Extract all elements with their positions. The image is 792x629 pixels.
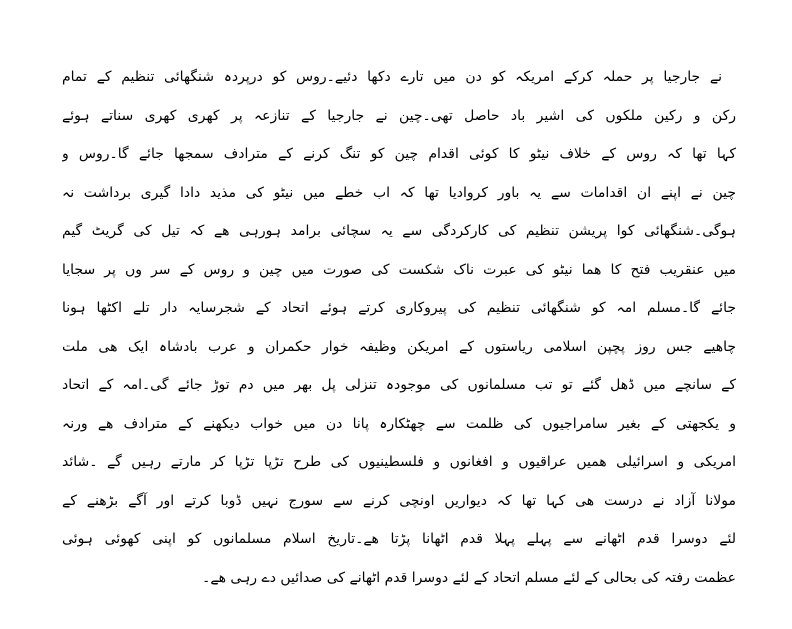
- paragraph-line-1: نے جارجیا پر حملہ کرکے امریکہ کو دن میں تارے دکھا دئیے۔روس کو درپردہ شنگھائی تنظیم کے تمام: [62, 69, 722, 85]
- paragraph-line-13: لئے دوسرا قدم اٹھانے سے پہلے پہلا قدم اٹھانا پڑتا ھے۔تاریخ اسلام مسلمانوں کو اپنی کھوئی ہوئی: [62, 531, 736, 547]
- paragraph-line-2: رکن و رکین ملکوں کی اشیر باد حاصل تھی۔چین نے جارجیا کے تنازعہ پر کھری کھری سناتے ہوئے: [62, 107, 736, 124]
- paragraph-line-10: و یکجھتی کے بغیر سامراجیوں کی ظلمت سے چھٹکارہ پانا دن میں خواب دیکھنے کے مترادف ھے ورنہ: [62, 415, 736, 432]
- urdu-article-paragraph: [62, 58, 736, 597]
- paragraph-line-7: جائے گا۔مسلم امہ کو شنگھائی تنظیم کی پیروکاری کرتے ہوئے اتحاد کے شجرسایہ دار تلے اکٹھا ہونا: [62, 300, 736, 316]
- paragraph-line-9: کے سانچے میں ڈھل گئے تو تب مسلمانوں کی موجودہ تنزلی پل بھر میں دم توڑ جائے گی۔امہ کے اتحاد: [62, 377, 736, 393]
- paragraph-line-4: چین نے اپنے ان اقدامات سے یہ باور کروادیا تھا کہ اب خطے میں نیٹو کی مذید دادا گیری برداشت نہ: [62, 184, 736, 201]
- paragraph-line-6: میں عنقریب فتح کا ھما نیٹو کی عبرت ناک شکست کی صورت میں چین و روس کے سر وں پر سجایا: [62, 261, 736, 278]
- paragraph-line-12: مولانا آزاد نے درست ھی کہا تھا کہ دیواریں اونچی کرنے سے سورج نہیں ڈوبا کرتے اور آگے بڑھنے کے: [62, 492, 736, 509]
- paragraph-line-14: عظمت رفتہ کی بحالی کے لئے مسلم اتحاد کے لئے دوسرا قدم اٹھانے کی صدائیں دے رہی ھے۔: [202, 569, 736, 586]
- paragraph-line-8: چاھیے جس روز پچپن اسلامی ریاستوں کے امریکن وظیفہ خوار حکمران و عرب بادشاہ ایک ھی ملت: [62, 338, 736, 355]
- paragraph-line-5: ہوگی۔شنگھائی کوا پریشن تنظیم کی کارکردگی سے یہ سچائی برامد ہورہی ھے کہ تیل کی گریٹ گیم: [62, 223, 736, 239]
- paragraph-line-11: امریکی و اسرائیلی ھمیں عراقیوں و افغانوں و فلسطینیوں کی طرح تڑپا تڑپا کر مارتے رہیں گے ۔شائد: [62, 454, 736, 470]
- paragraph-line-3: کہا تھا کہ روس کے خلاف نیٹو کا کوئی اقدام چین کو تنگ کرنے کے مترادف سمجھا جائے گا۔روس و: [62, 146, 736, 162]
